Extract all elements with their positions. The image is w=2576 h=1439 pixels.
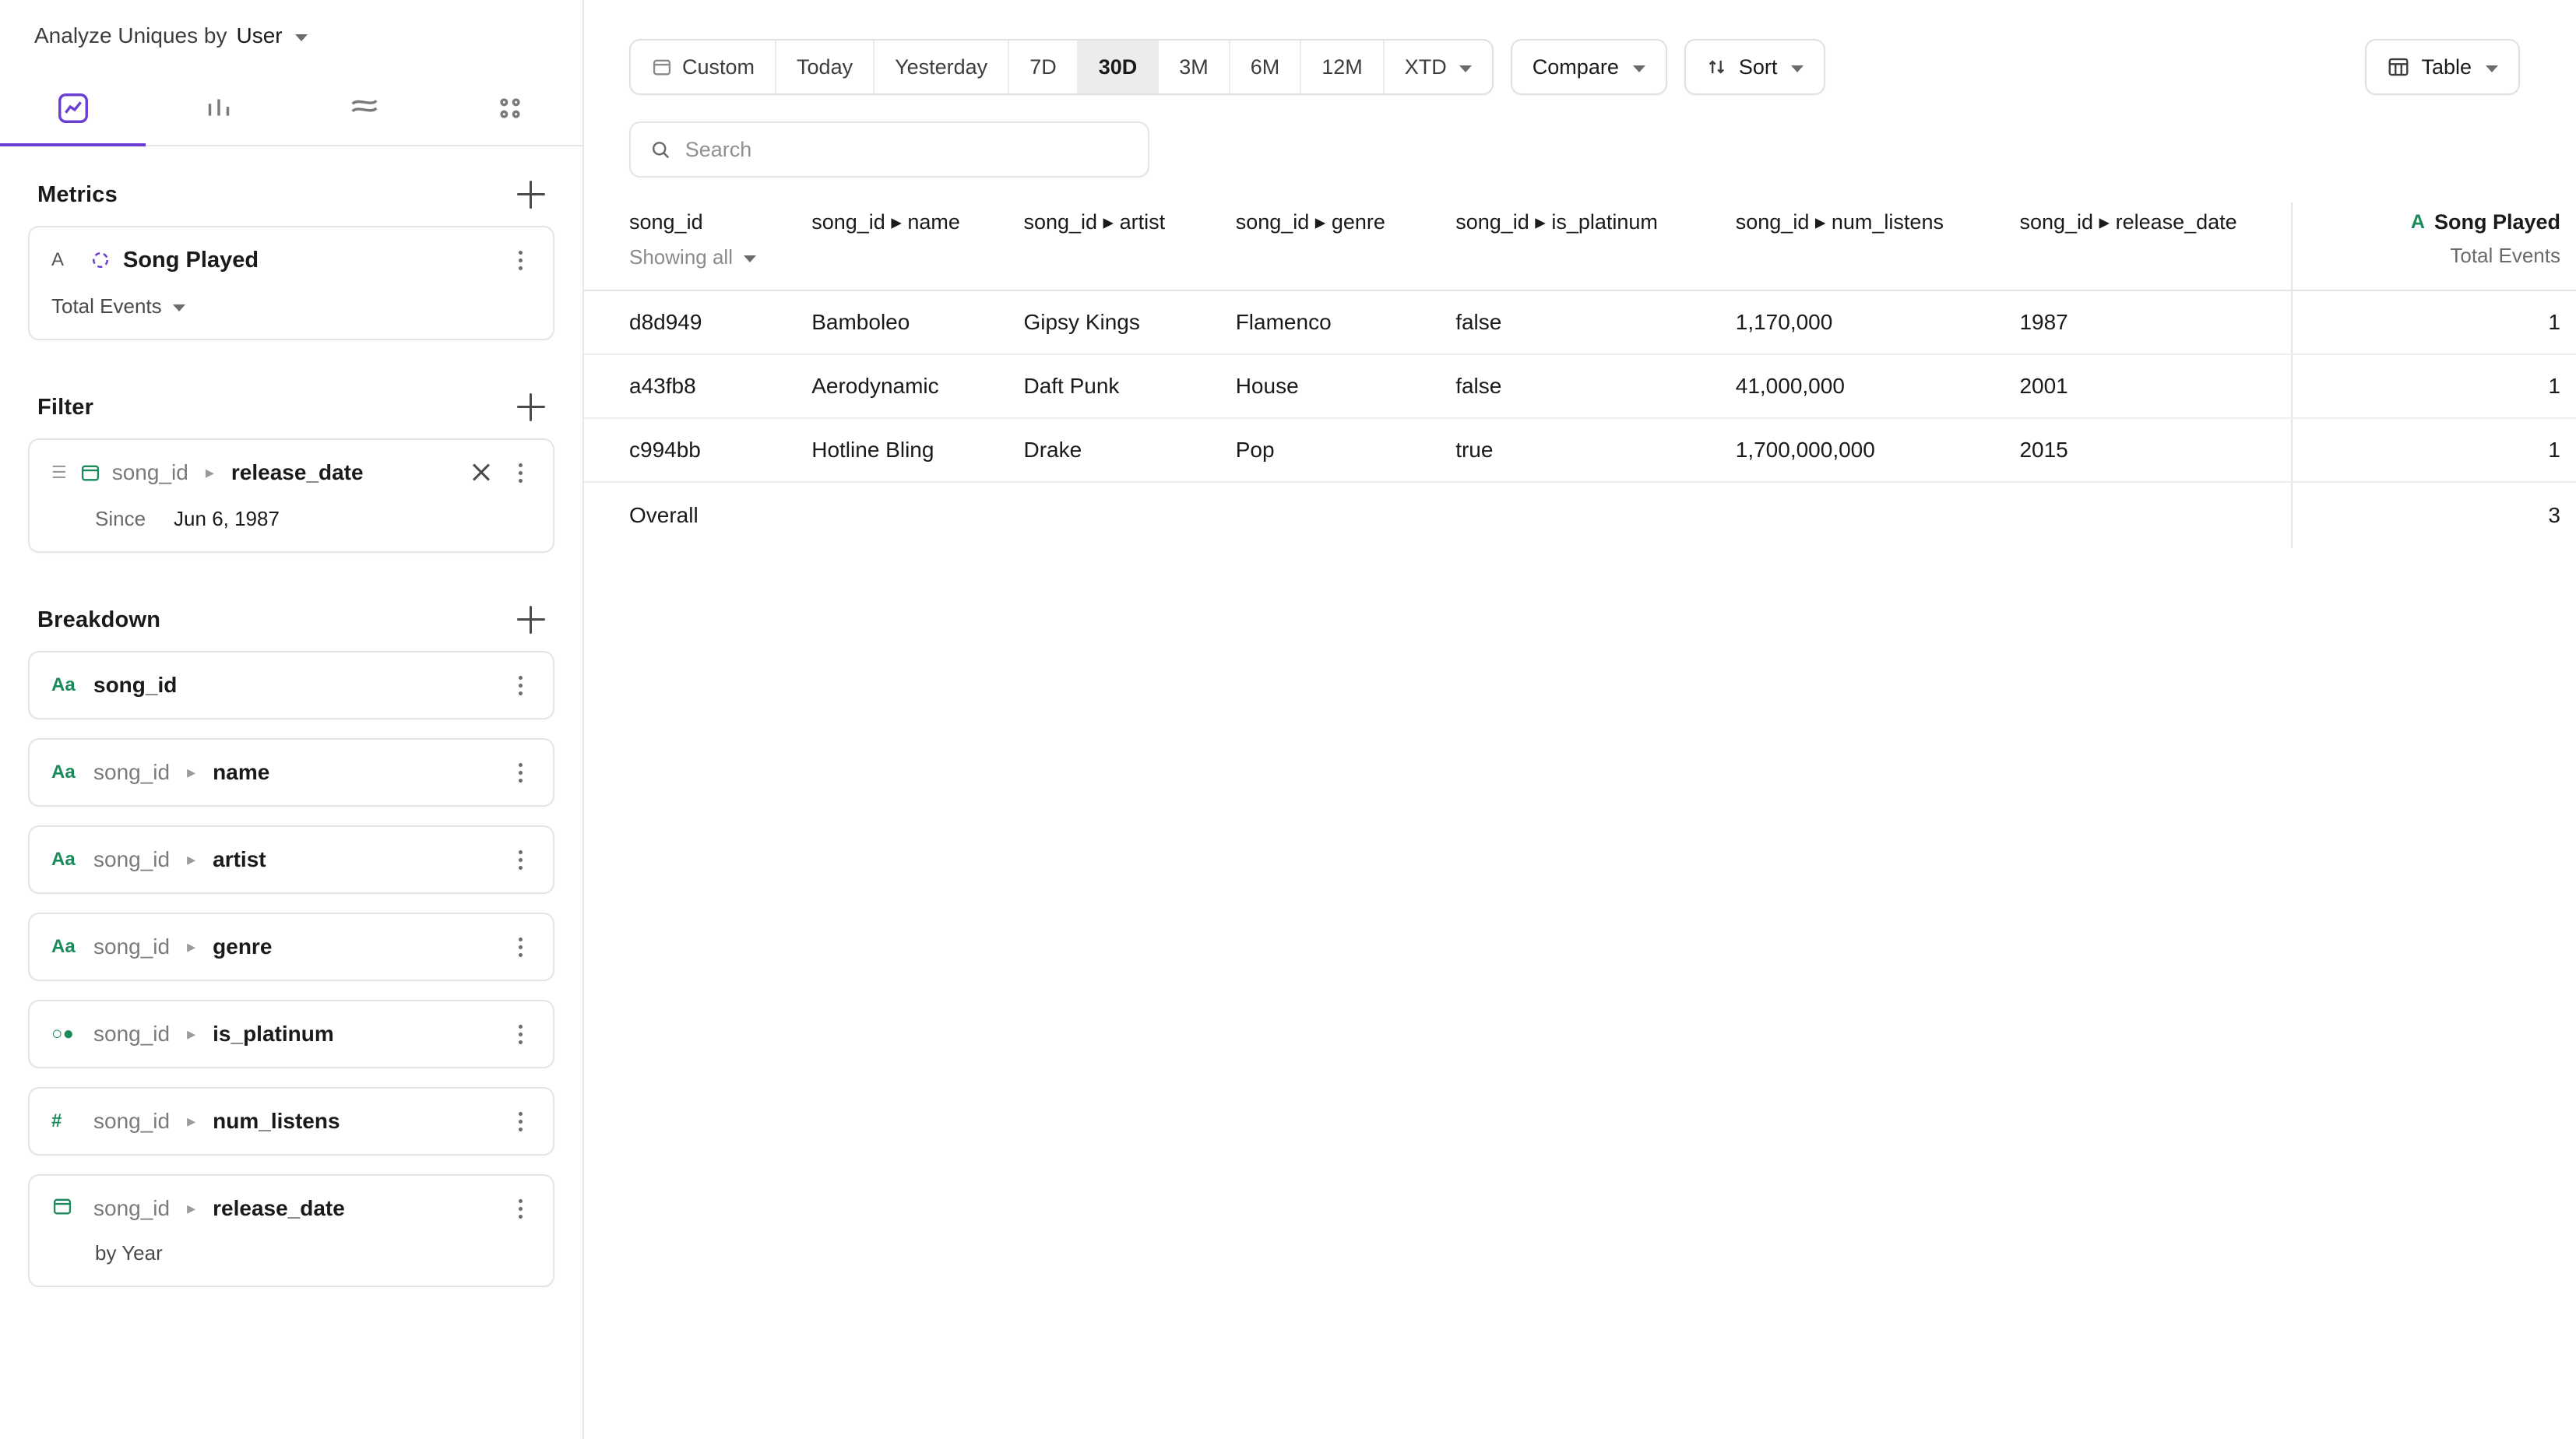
range-yesterday[interactable]	[875, 40, 1009, 93]
cell-genre: Flamenco	[1220, 290, 1441, 354]
breakdown-property-prefix: song_id	[93, 934, 171, 959]
cell-num-listens: 1,170,000	[1720, 290, 2004, 354]
cell-num-listens: 1,700,000,000	[1720, 418, 2004, 482]
breakdown-property-name: is_platinum	[213, 1022, 334, 1046]
tab-grid[interactable]	[437, 72, 582, 145]
table-row[interactable]	[584, 354, 2576, 418]
number-icon: #	[51, 1110, 62, 1131]
breakdown-options-button[interactable]	[509, 758, 531, 787]
property-arrow-icon: ▸	[187, 1024, 196, 1043]
view-type-label: Table	[2421, 55, 2472, 79]
range-3m-label: 3M	[1179, 55, 1209, 79]
cell-name: Hotline Bling	[796, 418, 1008, 482]
metric-name: Song Played	[123, 247, 259, 273]
metric-column-sub: Total Events	[2450, 244, 2560, 267]
view-type-button[interactable]	[2365, 39, 2520, 95]
search-input[interactable]	[685, 138, 1129, 162]
calendar-icon	[79, 462, 101, 484]
breakdown-property-name: release_date	[213, 1196, 345, 1220]
breakdown-title: Breakdown	[37, 607, 161, 632]
bar-chart-icon	[201, 90, 237, 126]
breakdown-item[interactable]	[28, 1087, 554, 1156]
range-6m[interactable]	[1230, 40, 1302, 93]
add-metric-button[interactable]	[517, 181, 545, 209]
chevron-down-icon	[1633, 65, 1645, 72]
column-header-artist[interactable]: song_id ▸ artist	[1008, 202, 1219, 290]
main-panel	[584, 0, 2576, 1439]
filter-since-label: Since	[95, 507, 146, 530]
column-header-is-platinum[interactable]: song_id ▸ is_platinum	[1440, 202, 1720, 290]
range-custom[interactable]	[631, 40, 776, 93]
filter-property-name: release_date	[231, 460, 364, 484]
breakdown-item[interactable]	[28, 738, 554, 807]
tab-line-chart[interactable]	[0, 72, 146, 145]
filter-since-value[interactable]: Jun 6, 1987	[174, 507, 280, 530]
range-custom-label: Custom	[682, 55, 755, 79]
filter-title: Filter	[37, 394, 94, 420]
breakdown-options-button[interactable]	[509, 1020, 531, 1049]
property-arrow-icon: ▸	[187, 937, 196, 956]
visualization-tabs	[0, 72, 582, 146]
breakdown-property-name: song_id	[93, 673, 178, 697]
breakdown-granularity[interactable]: by Year	[95, 1241, 163, 1265]
toolbar	[584, 0, 2576, 95]
sort-button[interactable]	[1684, 39, 1826, 95]
chevron-down-icon	[1791, 65, 1804, 72]
column-header-metric[interactable]	[2292, 202, 2576, 290]
column-header-label: song_id	[629, 210, 703, 234]
compare-label: Compare	[1532, 55, 1619, 79]
range-12m-label: 12M	[1321, 55, 1363, 79]
range-7d[interactable]	[1009, 40, 1079, 93]
table-icon	[2387, 55, 2410, 79]
breakdown-options-button[interactable]	[509, 933, 531, 962]
cell-name: Bamboleo	[796, 290, 1008, 354]
date-range-segmented-control	[629, 39, 1494, 95]
text-icon: Aa	[51, 849, 76, 870]
chevron-down-icon	[744, 255, 756, 262]
metric-tag: A	[2410, 211, 2425, 233]
breakdown-item[interactable]	[28, 913, 554, 981]
range-3m[interactable]	[1159, 40, 1230, 93]
filter-card[interactable]	[28, 438, 554, 553]
table-header	[584, 202, 2576, 290]
breakdown-property-name: num_listens	[213, 1109, 340, 1133]
table-footer	[584, 482, 2576, 548]
filter-options-button[interactable]	[509, 459, 531, 487]
breakdown-options-button[interactable]	[509, 1107, 531, 1136]
cell-song-id: a43fb8	[584, 354, 796, 418]
cell-is-platinum: false	[1440, 354, 1720, 418]
breakdown-property-name: name	[213, 760, 270, 784]
cell-release-date: 2015	[2004, 418, 2292, 482]
area-chart-icon	[347, 90, 382, 126]
range-yesterday-label: Yesterday	[895, 55, 988, 79]
metrics-section	[0, 146, 582, 359]
sort-icon	[1706, 56, 1728, 78]
table-row[interactable]	[584, 418, 2576, 482]
breakdown-options-button[interactable]	[509, 1194, 531, 1223]
analyze-value[interactable]: User	[236, 23, 283, 47]
compare-button[interactable]	[1511, 39, 1667, 95]
cell-genre: House	[1220, 354, 1441, 418]
column-header-num-listens[interactable]: song_id ▸ num_listens	[1720, 202, 2004, 290]
range-30d-label: 30D	[1098, 55, 1138, 79]
filter-section	[0, 359, 582, 572]
range-today[interactable]	[776, 40, 875, 93]
breakdown-item[interactable]	[28, 1000, 554, 1068]
breakdown-property-prefix: song_id	[93, 760, 171, 784]
breakdown-property-name: artist	[213, 847, 266, 871]
range-12m[interactable]	[1301, 40, 1385, 93]
text-icon: Aa	[51, 762, 76, 783]
column-header-release-date[interactable]: song_id ▸ release_date	[2004, 202, 2292, 290]
text-icon: Aa	[51, 674, 76, 695]
property-arrow-icon: ▸	[205, 463, 214, 482]
range-6m-label: 6M	[1250, 55, 1280, 79]
cell-metric: 1	[2292, 290, 2576, 354]
analyze-uniques-control[interactable]	[0, 0, 582, 72]
cell-artist: Drake	[1008, 418, 1219, 482]
chevron-down-icon	[2486, 65, 2498, 72]
spinner-icon	[89, 248, 112, 272]
property-arrow-icon: ▸	[187, 850, 196, 869]
breakdown-property-prefix: song_id	[93, 1109, 171, 1133]
cell-num-listens: 41,000,000	[1720, 354, 2004, 418]
column-header-name[interactable]: song_id ▸ name	[796, 202, 1008, 290]
search-icon	[649, 138, 671, 161]
breakdown-options-button[interactable]	[509, 846, 531, 874]
tab-area-chart[interactable]	[291, 72, 437, 145]
cell-song-id: d8d949	[584, 290, 796, 354]
cell-genre: Pop	[1220, 418, 1441, 482]
add-filter-button[interactable]	[517, 393, 545, 421]
drag-handle-icon[interactable]: ☰	[51, 463, 67, 482]
metric-column-label: Song Played	[2433, 210, 2560, 234]
breakdown-item[interactable]	[28, 651, 554, 720]
cell-release-date: 1987	[2004, 290, 2292, 354]
calendar-icon	[651, 56, 673, 78]
cell-is-platinum: true	[1440, 418, 1720, 482]
add-breakdown-button[interactable]	[517, 606, 545, 634]
range-30d[interactable]	[1079, 40, 1160, 93]
line-chart-icon	[55, 90, 91, 126]
range-today-label: Today	[797, 55, 853, 79]
breakdown-property-prefix: song_id	[93, 1196, 171, 1220]
breakdown-section	[0, 572, 582, 1306]
table-body	[584, 290, 2576, 482]
calendar-icon	[51, 1195, 83, 1223]
grid-icon	[492, 90, 528, 126]
range-xtd[interactable]	[1385, 40, 1492, 93]
range-xtd-label: XTD	[1404, 55, 1447, 79]
cell-metric: 1	[2292, 354, 2576, 418]
search-area	[584, 95, 2576, 178]
metric-aggregation-label: Total Events	[51, 294, 162, 318]
column-header-genre[interactable]: song_id ▸ genre	[1220, 202, 1441, 290]
breakdown-property-prefix: song_id	[93, 1022, 171, 1046]
filter-property-prefix: song_id	[111, 460, 188, 484]
analyze-label: Analyze Uniques by	[34, 23, 227, 47]
chevron-down-icon	[1459, 65, 1472, 72]
overall-metric: 3	[2292, 482, 2576, 548]
results-table-area	[584, 178, 2576, 1439]
cell-artist: Gipsy Kings	[1008, 290, 1219, 354]
chevron-down-icon	[295, 34, 308, 41]
tab-bar-chart[interactable]	[146, 72, 291, 145]
cell-metric: 1	[2292, 418, 2576, 482]
metrics-title: Metrics	[37, 181, 118, 207]
range-7d-label: 7D	[1029, 55, 1057, 79]
property-arrow-icon: ▸	[187, 1111, 196, 1131]
metric-aggregation[interactable]	[51, 293, 531, 339]
overall-row	[584, 482, 2576, 548]
cell-is-platinum: false	[1440, 290, 1720, 354]
cell-name: Aerodynamic	[796, 354, 1008, 418]
breakdown-item[interactable]	[28, 825, 554, 894]
boolean-icon: ○●	[51, 1023, 74, 1044]
breakdown-options-button[interactable]	[509, 671, 531, 700]
breakdown-item[interactable]	[28, 1174, 554, 1287]
search-box[interactable]	[629, 121, 1149, 178]
metric-tag: A	[51, 249, 65, 270]
metric-options-button[interactable]	[509, 246, 531, 275]
cell-artist: Daft Punk	[1008, 354, 1219, 418]
metric-card[interactable]	[28, 226, 554, 340]
chevron-down-icon	[173, 304, 185, 311]
sort-label: Sort	[1738, 55, 1778, 79]
breakdown-property-name: genre	[213, 934, 273, 959]
table-row[interactable]	[584, 290, 2576, 354]
column-header-song-id[interactable]	[584, 202, 796, 290]
sidebar	[0, 0, 584, 1439]
text-icon: Aa	[51, 936, 76, 957]
results-table	[584, 202, 2576, 548]
remove-filter-button[interactable]	[469, 460, 494, 485]
cell-release-date: 2001	[2004, 354, 2292, 418]
filter-condition[interactable]	[51, 505, 531, 551]
showing-all-label: Showing all	[629, 245, 733, 269]
showing-all-control[interactable]	[629, 245, 780, 269]
overall-label: Overall	[629, 503, 699, 527]
property-arrow-icon: ▸	[187, 1198, 196, 1218]
property-arrow-icon: ▸	[187, 762, 196, 782]
cell-song-id: c994bb	[584, 418, 796, 482]
breakdown-property-prefix: song_id	[93, 847, 171, 871]
